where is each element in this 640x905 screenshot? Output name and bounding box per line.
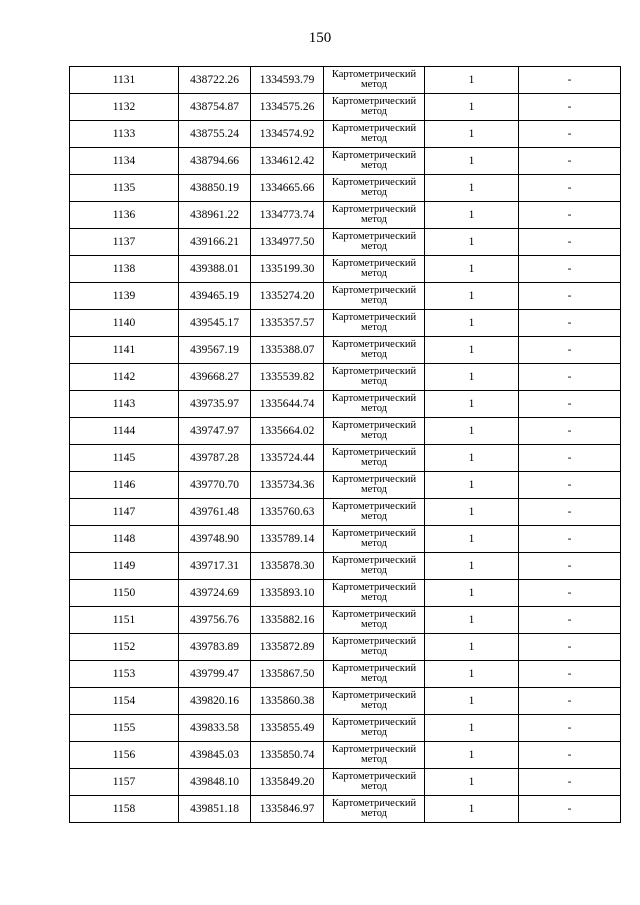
note-cell: - — [519, 445, 621, 472]
method-cell: Картометрический метод — [324, 256, 425, 283]
x-coordinate-cell: 439388.01 — [179, 256, 251, 283]
method-cell: Картометрический метод — [324, 337, 425, 364]
point-number-cell: 1136 — [70, 202, 179, 229]
y-coordinate-cell: 1335878.30 — [251, 553, 324, 580]
y-coordinate-cell: 1334574.92 — [251, 121, 324, 148]
point-number-cell: 1154 — [70, 688, 179, 715]
note-cell: - — [519, 94, 621, 121]
note-cell: - — [519, 607, 621, 634]
accuracy-cell: 1 — [425, 472, 519, 499]
table-row — [70, 337, 621, 364]
method-cell: Картометрический метод — [324, 148, 425, 175]
y-coordinate-cell: 1335850.74 — [251, 742, 324, 769]
point-number-cell: 1134 — [70, 148, 179, 175]
accuracy-cell: 1 — [425, 229, 519, 256]
x-coordinate-cell: 438850.19 — [179, 175, 251, 202]
y-coordinate-cell: 1335855.49 — [251, 715, 324, 742]
accuracy-cell: 1 — [425, 634, 519, 661]
point-number-cell: 1158 — [70, 796, 179, 823]
table-row — [70, 634, 621, 661]
y-coordinate-cell: 1335644.74 — [251, 391, 324, 418]
note-cell: - — [519, 499, 621, 526]
accuracy-cell: 1 — [425, 661, 519, 688]
coordinates-table — [69, 66, 621, 823]
accuracy-cell: 1 — [425, 283, 519, 310]
accuracy-cell: 1 — [425, 337, 519, 364]
table-row — [70, 418, 621, 445]
method-cell: Картометрический метод — [324, 121, 425, 148]
accuracy-cell: 1 — [425, 715, 519, 742]
table-row — [70, 364, 621, 391]
y-coordinate-cell: 1335199.30 — [251, 256, 324, 283]
accuracy-cell: 1 — [425, 607, 519, 634]
x-coordinate-cell: 439820.16 — [179, 688, 251, 715]
note-cell: - — [519, 256, 621, 283]
method-cell: Картометрический метод — [324, 742, 425, 769]
x-coordinate-cell: 439747.97 — [179, 418, 251, 445]
x-coordinate-cell: 439845.03 — [179, 742, 251, 769]
table-row — [70, 661, 621, 688]
note-cell: - — [519, 580, 621, 607]
accuracy-cell: 1 — [425, 580, 519, 607]
y-coordinate-cell: 1335789.14 — [251, 526, 324, 553]
accuracy-cell: 1 — [425, 310, 519, 337]
x-coordinate-cell: 439748.90 — [179, 526, 251, 553]
table-row — [70, 580, 621, 607]
point-number-cell: 1156 — [70, 742, 179, 769]
point-number-cell: 1150 — [70, 580, 179, 607]
method-cell: Картометрический метод — [324, 391, 425, 418]
table-row — [70, 310, 621, 337]
note-cell: - — [519, 148, 621, 175]
note-cell: - — [519, 337, 621, 364]
method-cell: Картометрический метод — [324, 796, 425, 823]
x-coordinate-cell: 439770.70 — [179, 472, 251, 499]
note-cell: - — [519, 175, 621, 202]
point-number-cell: 1149 — [70, 553, 179, 580]
table-row — [70, 445, 621, 472]
point-number-cell: 1155 — [70, 715, 179, 742]
x-coordinate-cell: 439799.47 — [179, 661, 251, 688]
method-cell: Картометрический метод — [324, 553, 425, 580]
table-row — [70, 175, 621, 202]
point-number-cell: 1138 — [70, 256, 179, 283]
accuracy-cell: 1 — [425, 67, 519, 94]
accuracy-cell: 1 — [425, 499, 519, 526]
point-number-cell: 1139 — [70, 283, 179, 310]
method-cell: Картометрический метод — [324, 688, 425, 715]
point-number-cell: 1152 — [70, 634, 179, 661]
point-number-cell: 1135 — [70, 175, 179, 202]
x-coordinate-cell: 438794.66 — [179, 148, 251, 175]
y-coordinate-cell: 1335274.20 — [251, 283, 324, 310]
note-cell: - — [519, 634, 621, 661]
method-cell: Картометрический метод — [324, 634, 425, 661]
x-coordinate-cell: 438755.24 — [179, 121, 251, 148]
point-number-cell: 1143 — [70, 391, 179, 418]
y-coordinate-cell: 1335724.44 — [251, 445, 324, 472]
point-number-cell: 1140 — [70, 310, 179, 337]
y-coordinate-cell: 1335357.57 — [251, 310, 324, 337]
point-number-cell: 1142 — [70, 364, 179, 391]
table-row — [70, 67, 621, 94]
point-number-cell: 1131 — [70, 67, 179, 94]
note-cell: - — [519, 229, 621, 256]
accuracy-cell: 1 — [425, 769, 519, 796]
point-number-cell: 1151 — [70, 607, 179, 634]
accuracy-cell: 1 — [425, 175, 519, 202]
x-coordinate-cell: 439567.19 — [179, 337, 251, 364]
note-cell: - — [519, 472, 621, 499]
method-cell: Картометрический метод — [324, 472, 425, 499]
table-row — [70, 688, 621, 715]
note-cell: - — [519, 715, 621, 742]
table-row — [70, 769, 621, 796]
point-number-cell: 1145 — [70, 445, 179, 472]
table-row — [70, 202, 621, 229]
accuracy-cell: 1 — [425, 553, 519, 580]
table-row — [70, 796, 621, 823]
y-coordinate-cell: 1335388.07 — [251, 337, 324, 364]
y-coordinate-cell: 1334773.74 — [251, 202, 324, 229]
table-row — [70, 499, 621, 526]
table-row — [70, 715, 621, 742]
x-coordinate-cell: 439833.58 — [179, 715, 251, 742]
accuracy-cell: 1 — [425, 121, 519, 148]
point-number-cell: 1148 — [70, 526, 179, 553]
note-cell: - — [519, 769, 621, 796]
table-row — [70, 94, 621, 121]
y-coordinate-cell: 1334575.26 — [251, 94, 324, 121]
method-cell: Картометрический метод — [324, 175, 425, 202]
table-row — [70, 148, 621, 175]
method-cell: Картометрический метод — [324, 661, 425, 688]
x-coordinate-cell: 439735.97 — [179, 391, 251, 418]
method-cell: Картометрический метод — [324, 499, 425, 526]
note-cell: - — [519, 418, 621, 445]
method-cell: Картометрический метод — [324, 418, 425, 445]
y-coordinate-cell: 1335893.10 — [251, 580, 324, 607]
point-number-cell: 1147 — [70, 499, 179, 526]
accuracy-cell: 1 — [425, 796, 519, 823]
note-cell: - — [519, 526, 621, 553]
x-coordinate-cell: 439717.31 — [179, 553, 251, 580]
method-cell: Картометрический метод — [324, 607, 425, 634]
note-cell: - — [519, 121, 621, 148]
table-row — [70, 472, 621, 499]
method-cell: Картометрический метод — [324, 769, 425, 796]
x-coordinate-cell: 439848.10 — [179, 769, 251, 796]
y-coordinate-cell: 1335760.63 — [251, 499, 324, 526]
x-coordinate-cell: 439668.27 — [179, 364, 251, 391]
note-cell: - — [519, 310, 621, 337]
y-coordinate-cell: 1334977.50 — [251, 229, 324, 256]
table-row — [70, 229, 621, 256]
y-coordinate-cell: 1335867.50 — [251, 661, 324, 688]
coordinates-table-body — [70, 67, 621, 823]
y-coordinate-cell: 1335664.02 — [251, 418, 324, 445]
table-row — [70, 526, 621, 553]
table-row — [70, 256, 621, 283]
page-number: 150 — [308, 30, 332, 46]
point-number-cell: 1137 — [70, 229, 179, 256]
point-number-cell: 1132 — [70, 94, 179, 121]
table-row — [70, 553, 621, 580]
method-cell: Картометрический метод — [324, 202, 425, 229]
accuracy-cell: 1 — [425, 418, 519, 445]
accuracy-cell: 1 — [425, 445, 519, 472]
method-cell: Картометрический метод — [324, 526, 425, 553]
point-number-cell: 1146 — [70, 472, 179, 499]
x-coordinate-cell: 438722.26 — [179, 67, 251, 94]
x-coordinate-cell: 439787.28 — [179, 445, 251, 472]
table-row — [70, 121, 621, 148]
point-number-cell: 1133 — [70, 121, 179, 148]
x-coordinate-cell: 438754.87 — [179, 94, 251, 121]
y-coordinate-cell: 1335734.36 — [251, 472, 324, 499]
note-cell: - — [519, 202, 621, 229]
note-cell: - — [519, 553, 621, 580]
table-row — [70, 607, 621, 634]
accuracy-cell: 1 — [425, 526, 519, 553]
method-cell: Картометрический метод — [324, 310, 425, 337]
x-coordinate-cell: 439724.69 — [179, 580, 251, 607]
note-cell: - — [519, 661, 621, 688]
x-coordinate-cell: 439783.89 — [179, 634, 251, 661]
x-coordinate-cell: 439545.17 — [179, 310, 251, 337]
note-cell: - — [519, 742, 621, 769]
y-coordinate-cell: 1335860.38 — [251, 688, 324, 715]
method-cell: Картометрический метод — [324, 229, 425, 256]
point-number-cell: 1157 — [70, 769, 179, 796]
y-coordinate-cell: 1334593.79 — [251, 67, 324, 94]
x-coordinate-cell: 439761.48 — [179, 499, 251, 526]
method-cell: Картометрический метод — [324, 445, 425, 472]
x-coordinate-cell: 439465.19 — [179, 283, 251, 310]
y-coordinate-cell: 1335849.20 — [251, 769, 324, 796]
note-cell: - — [519, 796, 621, 823]
table-row — [70, 283, 621, 310]
x-coordinate-cell: 439756.76 — [179, 607, 251, 634]
point-number-cell: 1141 — [70, 337, 179, 364]
note-cell: - — [519, 283, 621, 310]
accuracy-cell: 1 — [425, 391, 519, 418]
accuracy-cell: 1 — [425, 364, 519, 391]
y-coordinate-cell: 1335872.89 — [251, 634, 324, 661]
y-coordinate-cell: 1335539.82 — [251, 364, 324, 391]
note-cell: - — [519, 364, 621, 391]
table-row — [70, 391, 621, 418]
x-coordinate-cell: 438961.22 — [179, 202, 251, 229]
accuracy-cell: 1 — [425, 688, 519, 715]
point-number-cell: 1153 — [70, 661, 179, 688]
x-coordinate-cell: 439166.21 — [179, 229, 251, 256]
point-number-cell: 1144 — [70, 418, 179, 445]
x-coordinate-cell: 439851.18 — [179, 796, 251, 823]
y-coordinate-cell: 1335882.16 — [251, 607, 324, 634]
method-cell: Картометрический метод — [324, 67, 425, 94]
method-cell: Картометрический метод — [324, 364, 425, 391]
accuracy-cell: 1 — [425, 742, 519, 769]
method-cell: Картометрический метод — [324, 94, 425, 121]
y-coordinate-cell: 1335846.97 — [251, 796, 324, 823]
accuracy-cell: 1 — [425, 202, 519, 229]
accuracy-cell: 1 — [425, 256, 519, 283]
accuracy-cell: 1 — [425, 94, 519, 121]
note-cell: - — [519, 391, 621, 418]
method-cell: Картометрический метод — [324, 580, 425, 607]
method-cell: Картометрический метод — [324, 283, 425, 310]
y-coordinate-cell: 1334665.66 — [251, 175, 324, 202]
accuracy-cell: 1 — [425, 148, 519, 175]
y-coordinate-cell: 1334612.42 — [251, 148, 324, 175]
note-cell: - — [519, 67, 621, 94]
table-row — [70, 742, 621, 769]
note-cell: - — [519, 688, 621, 715]
method-cell: Картометрический метод — [324, 715, 425, 742]
